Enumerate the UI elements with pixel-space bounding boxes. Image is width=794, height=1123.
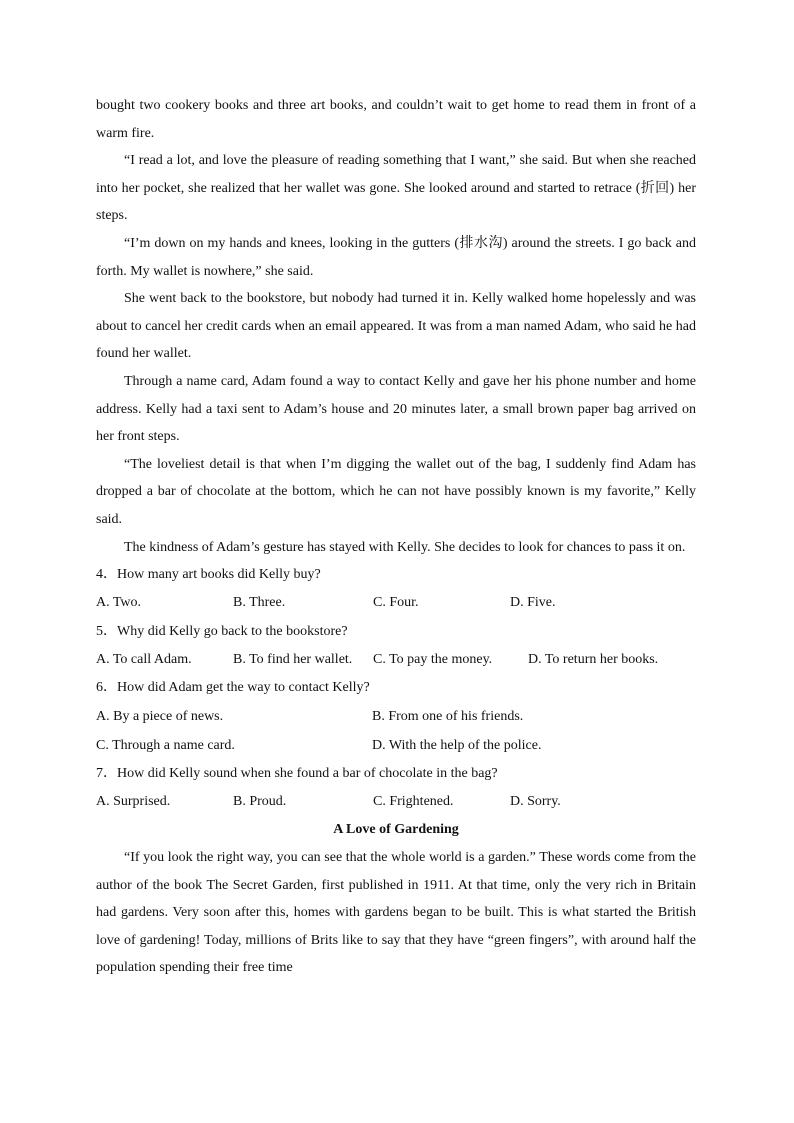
paragraph: Through a name card, Adam found a way to contact Kelly and gave her his phone number and home address. Kelly had a taxi sent to Adam’s house and 20 minutes later, a small brown paper bag arrived on her front steps.: [96, 373, 696, 445]
option: B. Proud.: [233, 794, 287, 810]
paragraph: “I read a lot, and love the pleasure of reading something that I want,” she said. But when she reached into her pocket, she realized that her wallet was gone. She looked around and started to retrace (折回) her steps.: [96, 153, 696, 224]
option: D. Sorry.: [510, 794, 561, 810]
option: A. By a piece of news.: [96, 708, 224, 724]
option: A. Surprised.: [96, 794, 171, 810]
option: D. Five.: [510, 595, 556, 611]
paragraph: bought two cookery books and three art books, and couldn’t wait to get home to read them in front of a warm fire.: [96, 98, 696, 141]
paragraph: “I’m down on my hands and knees, looking in the gutters (排水沟) around the streets. I go back and forth. My wallet is nowhere,” she said.: [96, 235, 696, 279]
paragraph: “The loveliest detail is that when I’m digging the wallet out of the bag, I suddenly find Adam has dropped a bar of chocolate at the bottom, which he can not have possibly known is my favorite,” Kelly said.: [96, 456, 696, 527]
option: B. To find her wallet.: [233, 651, 353, 667]
option: C. Through a name card.: [96, 737, 235, 753]
paragraph: “If you look the right way, you can see that the whole world is a garden.” These words come from the author of the book The Secret Garden, first published in 1911. At that time, only the very rich in Britain had gardens. Very soon after this, homes with gardens began to be built. This is what started the British love of gardening! Today, millions of Brits like to say that they have “green fingers”, with around half the population spending their free time: [96, 850, 696, 976]
question-stem: 5．Why did Kelly go back to the bookstore?: [96, 623, 348, 639]
option: B. From one of his friends.: [372, 708, 524, 724]
option: A. Two.: [96, 595, 142, 611]
question-stem: 7．How did Kelly sound when she found a bar of chocolate in the bag?: [96, 765, 498, 781]
question-options: [96, 645, 696, 674]
question-options: [96, 731, 696, 760]
question-stem: 4．How many art books did Kelly buy?: [96, 567, 321, 583]
option: D. With the help of the police.: [372, 737, 542, 753]
question-stem: 6．How did Adam get the way to contact Kelly?: [96, 680, 370, 696]
option: C. Frightened.: [373, 794, 454, 810]
option: B. Three.: [233, 595, 286, 611]
paragraph: The kindness of Adam’s gesture has stayed with Kelly. She decides to look for chances to pass it on.: [124, 539, 686, 555]
question-options: [96, 589, 696, 618]
option: C. To pay the money.: [373, 651, 493, 667]
option: A. To call Adam.: [96, 651, 192, 667]
section-title: A Love of Gardening: [333, 822, 459, 838]
paragraph: She went back to the bookstore, but nobody had turned it in. Kelly walked home hopelessly and was about to cancel her credit cards when an email appeared. It was from a man named Adam, who said he had found her wallet.: [96, 291, 696, 362]
document-page: [96, 92, 696, 982]
question-options: [96, 787, 696, 816]
question-options: [96, 702, 696, 731]
option: C. Four.: [373, 595, 419, 611]
option: D. To return her books.: [528, 651, 659, 667]
